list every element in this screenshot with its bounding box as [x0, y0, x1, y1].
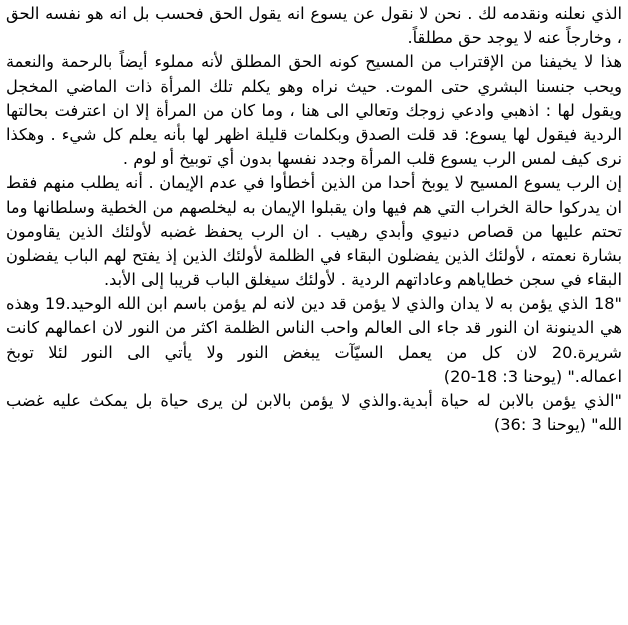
- text-line: البقاء في سجن خطاياهم وعاداتهم الردية . لأولئك سيغلق الباب قريبا إلى الأبد.: [104, 270, 622, 290]
- text-line: ان يدركوا حالة الخراب التي هم فيها وان يقبلوا الإيمان به ليخلصهم من الخطية وسلطانها وما: [6, 197, 622, 217]
- text-line: تحتم عليها من قصاص دنيوي وأبدي رهيب . ان الرب يحفظ غضبه لأولئك الذين يقاومون: [6, 221, 622, 241]
- text-line: بشارة نعمته ، لأولئك الذين يفضلون البقاء في الظلمة لأولئك الذين إذ يفتح لهم الباب يفضلون: [6, 245, 622, 265]
- text-line: ويحب جنسنا البشري حتى الموت. حيث نراه وهو يكلم تلك المرأة ذات الماضي المخجل: [6, 76, 622, 96]
- quote-line: هي الدينونة ان النور قد جاء الى العالم واحب الناس الظلمة اكثر من النور لان اعمالهم كانت: [6, 318, 622, 338]
- quote-line: "الذي يؤمن بالابن له حياة أبدية.والذي لا يؤمن بالابن لن يرى حياة بل يمكث عليه غضب: [6, 391, 622, 410]
- quote-reference-line: اعماله." (يوحنا 3: 18-20): [443, 366, 622, 386]
- text-line: إن الرب يسوع المسيح لا يوبخ أحدا من الذين أخطأوا في عدم الإيمان . أنه يطلب منهم فقط: [6, 173, 622, 193]
- text-line: ويقول لها : اذهبي وادعي زوجك وتعالي الى هنا ، وما كان من المرأة إلا ان اعترفت بحالتها: [6, 100, 622, 120]
- text-line: الردية فيقول لها يسوع: قد قلت الصدق وبكلمات قليلة اظهر لها بأنه يعلم كل شيء . وهكذا: [6, 124, 622, 144]
- quote-line: شريرة.20 لان كل من يعمل السيّآت يبغض النور ولا يأتي الى النور لئلا توبخ: [6, 342, 622, 362]
- text-line: ، وخارجاً عنه لا يوجد حق مطلقاً.: [407, 28, 622, 48]
- text-line: نرى كيف لمس الرب يسوع قلب المرأة وجدد نفسها بدون أي توبيخ أو لوم .: [122, 149, 622, 169]
- text-line: الذي نعلنه ونقدمه لك . نحن لا نقول عن يسوع انه يقول الحق فحسب بل انه هو نفسه الحق: [6, 4, 622, 23]
- quote-reference-line: الله" (يوحنا 3 :36): [493, 415, 622, 435]
- quote-line: "18 الذي يؤمن به لا يدان والذي لا يؤمن قد دين لانه لم يؤمن باسم ابن الله الوحيد.19 وهذه: [6, 294, 622, 314]
- text-line: هذا لا يخيفنا من الإقتراب من المسيح كونه الحق المطلق لأنه مملوء أيضاً بالرحمة والنعمة: [6, 52, 622, 72]
